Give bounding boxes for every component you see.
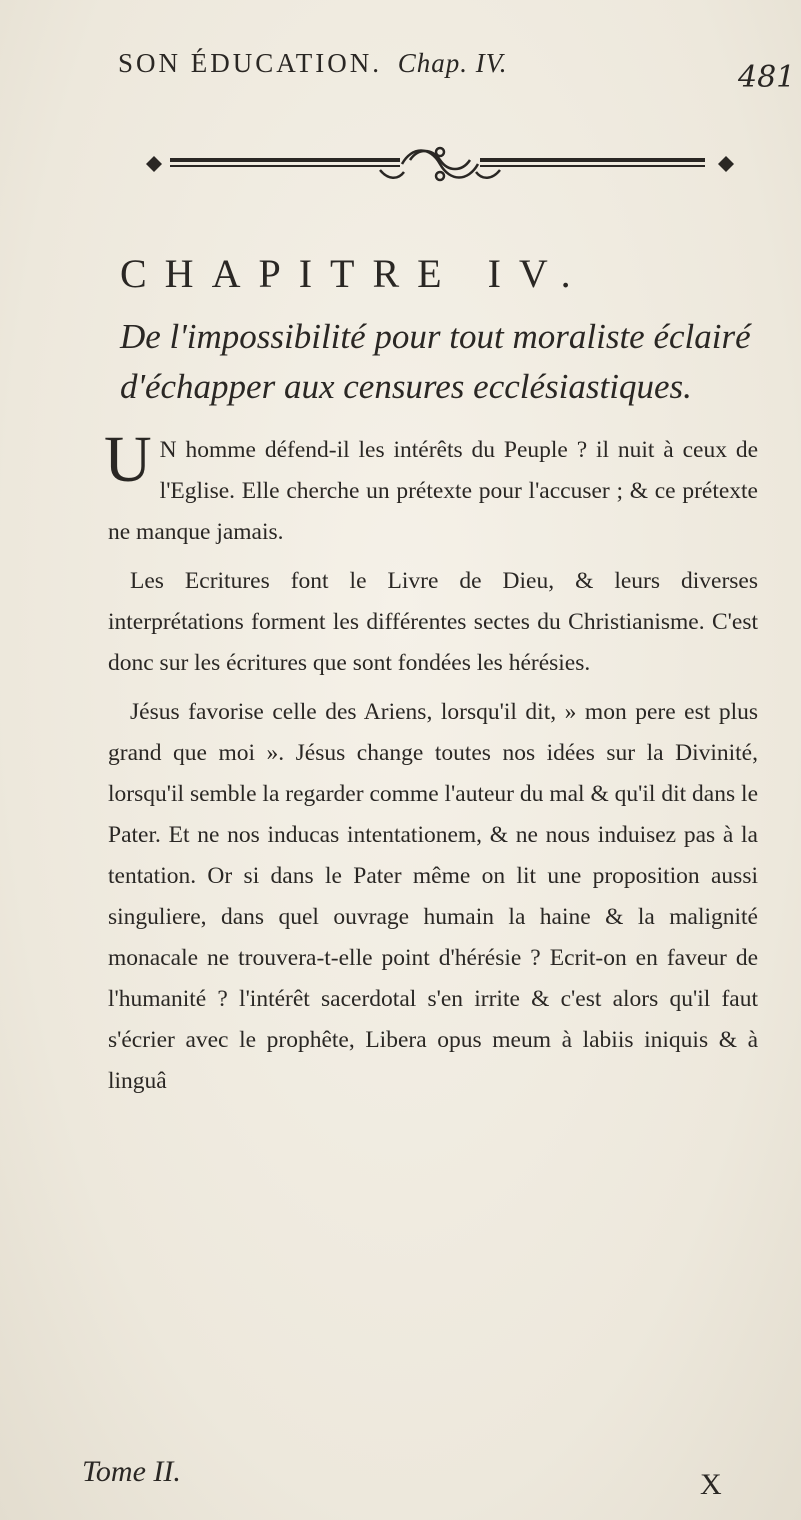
paragraph (108, 561, 758, 684)
paragraph-text: Jésus favorise celle des Ariens, lorsqu'il dit, » mon pere est plus grand que moi ». Jésus change toutes nos idées sur la Divinité, lorsqu'il semble la regarder comme l'auteur du mal & qu'il dit dans le Pater. Et ne nos inducas intentationem, & ne nous induisez pas à la tentation. Or si dans le Pater même on lit une proposition aussi singuliere, dans quel ouvrage humain la haine & la malignité monacale ne trouvera-t-elle point d'hérésie ? Ecrit-on en faveur de l'humanité ? l'intérêt sacerdotal s'en irrite & c'est alors qu'il faut s'écrier avec le prophête, Libera opus meum à labiis iniquis & à linguâ (108, 699, 758, 1094)
paragraph-text: N homme défend-il les intérêts du Peuple ? il nuit à ceux de l'Eglise. Elle cherche un prétexte pour l'accuser ; & ce prétexte ne manque jamais. (108, 437, 758, 545)
paragraph-text: Les Ecritures font le Livre de Dieu, & leurs diverses interprétations forment les différentes sectes du Christianisme. C'est donc sur les écritures que sont fondées les hérésies. (108, 568, 758, 676)
paragraph (108, 692, 758, 1102)
paragraph (104, 423, 758, 553)
running-title: SON ÉDUCATION. (118, 48, 382, 78)
running-head (118, 48, 718, 79)
decorative-headband (140, 138, 740, 190)
chapter-subtitle: De l'impossibilité pour tout moraliste éclairé d'échapper aux censures ecclésiastiques. (120, 317, 751, 406)
page-number: 481 (738, 60, 796, 95)
volume-signature: Tome II. (82, 1455, 181, 1488)
chapter-title: CHAPITRE IV. (120, 251, 589, 296)
drop-cap: U (104, 423, 152, 496)
body-text (104, 423, 758, 1110)
catchword: X (700, 1468, 722, 1501)
chapter-reference: Chap. IV. (397, 48, 508, 78)
